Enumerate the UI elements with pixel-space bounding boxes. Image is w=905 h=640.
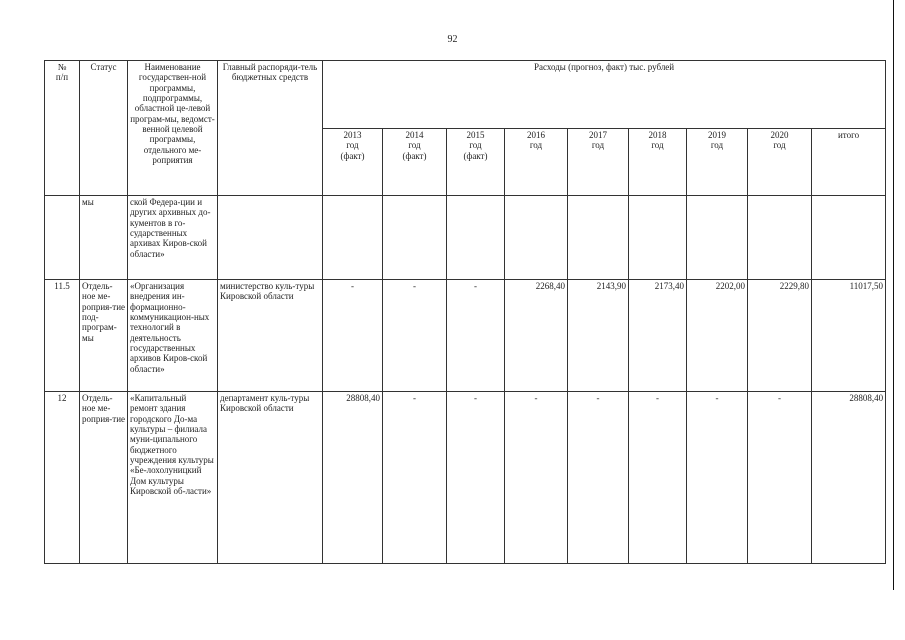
value-2013: - bbox=[323, 280, 383, 392]
value-2014 bbox=[383, 196, 447, 280]
header-total: итого bbox=[812, 129, 886, 196]
header-name: Наименование государствен-ной программы, подпрограммы, областной це-левой програм-мы, ведомст-венной целевой программы, отдельного ме-роприятия bbox=[128, 61, 218, 196]
value-total: 28808,40 bbox=[812, 392, 886, 564]
row-name: «Организация внедрения ин-формационно-коммуникацион-ных технологий в деятельность государственных архивов Киров-ской области» bbox=[128, 280, 218, 392]
table-row bbox=[45, 196, 886, 280]
header-year-2016: 2016 год bbox=[505, 129, 568, 196]
value-2015: - bbox=[447, 280, 505, 392]
row-status: Отдель-ное ме-роприя-тие под-програм-мы bbox=[80, 280, 128, 392]
value-2015: - bbox=[447, 392, 505, 564]
value-total bbox=[812, 196, 886, 280]
value-2018 bbox=[629, 196, 687, 280]
row-status: Отдель-ное ме-роприя-тие bbox=[80, 392, 128, 564]
header-year-2017: 2017 год bbox=[568, 129, 629, 196]
value-2020: 2229,80 bbox=[748, 280, 812, 392]
value-2017 bbox=[568, 196, 629, 280]
value-2018: - bbox=[629, 392, 687, 564]
value-2020 bbox=[748, 196, 812, 280]
value-2018: 2173,40 bbox=[629, 280, 687, 392]
budget-table bbox=[44, 60, 886, 564]
value-2019: - bbox=[687, 392, 748, 564]
value-2017: - bbox=[568, 392, 629, 564]
value-2013 bbox=[323, 196, 383, 280]
row-num: 11.5 bbox=[45, 280, 80, 392]
value-total: 11017,50 bbox=[812, 280, 886, 392]
row-name: ской Федера-ции и других архивных до-кументов в го-сударственных архивах Киров-ской области» bbox=[128, 196, 218, 280]
value-2016: 2268,40 bbox=[505, 280, 568, 392]
value-2016 bbox=[505, 196, 568, 280]
header-num: № п/п bbox=[45, 61, 80, 196]
header-year-2019: 2019 год bbox=[687, 129, 748, 196]
value-2017: 2143,90 bbox=[568, 280, 629, 392]
header-year-2015: 2015 год (факт) bbox=[447, 129, 505, 196]
header-year-2018: 2018 год bbox=[629, 129, 687, 196]
value-2016: - bbox=[505, 392, 568, 564]
row-num: 12 bbox=[45, 392, 80, 564]
row-num bbox=[45, 196, 80, 280]
value-2013: 28808,40 bbox=[323, 392, 383, 564]
row-status: мы bbox=[80, 196, 128, 280]
table-row bbox=[45, 392, 886, 564]
row-manager: департамент куль-туры Кировской области bbox=[218, 392, 323, 564]
value-2020: - bbox=[748, 392, 812, 564]
row-manager: министерство куль-туры Кировской области bbox=[218, 280, 323, 392]
value-2019 bbox=[687, 196, 748, 280]
header-row bbox=[45, 61, 886, 129]
page-number: 92 bbox=[447, 34, 458, 45]
row-manager bbox=[218, 196, 323, 280]
value-2019: 2202,00 bbox=[687, 280, 748, 392]
row-name: «Капитальный ремонт здания городского До-ма культуры – филиала муни-ципального бюджетного учреждения культуры «Бе-лохолуницкий Дом культуры Кировской об-ласти» bbox=[128, 392, 218, 564]
page-edge-rule bbox=[893, 0, 894, 590]
value-2014: - bbox=[383, 392, 447, 564]
header-year-2014: 2014 год (факт) bbox=[383, 129, 447, 196]
value-2015 bbox=[447, 196, 505, 280]
value-2014: - bbox=[383, 280, 447, 392]
header-status: Статус bbox=[80, 61, 128, 196]
header-expenses: Расходы (прогноз, факт) тыс. рублей bbox=[323, 61, 886, 129]
header-manager: Главный распоряди-тель бюджетных средств bbox=[218, 61, 323, 196]
table-row bbox=[45, 280, 886, 392]
header-year-2013: 2013 год (факт) bbox=[323, 129, 383, 196]
header-year-2020: 2020 год bbox=[748, 129, 812, 196]
